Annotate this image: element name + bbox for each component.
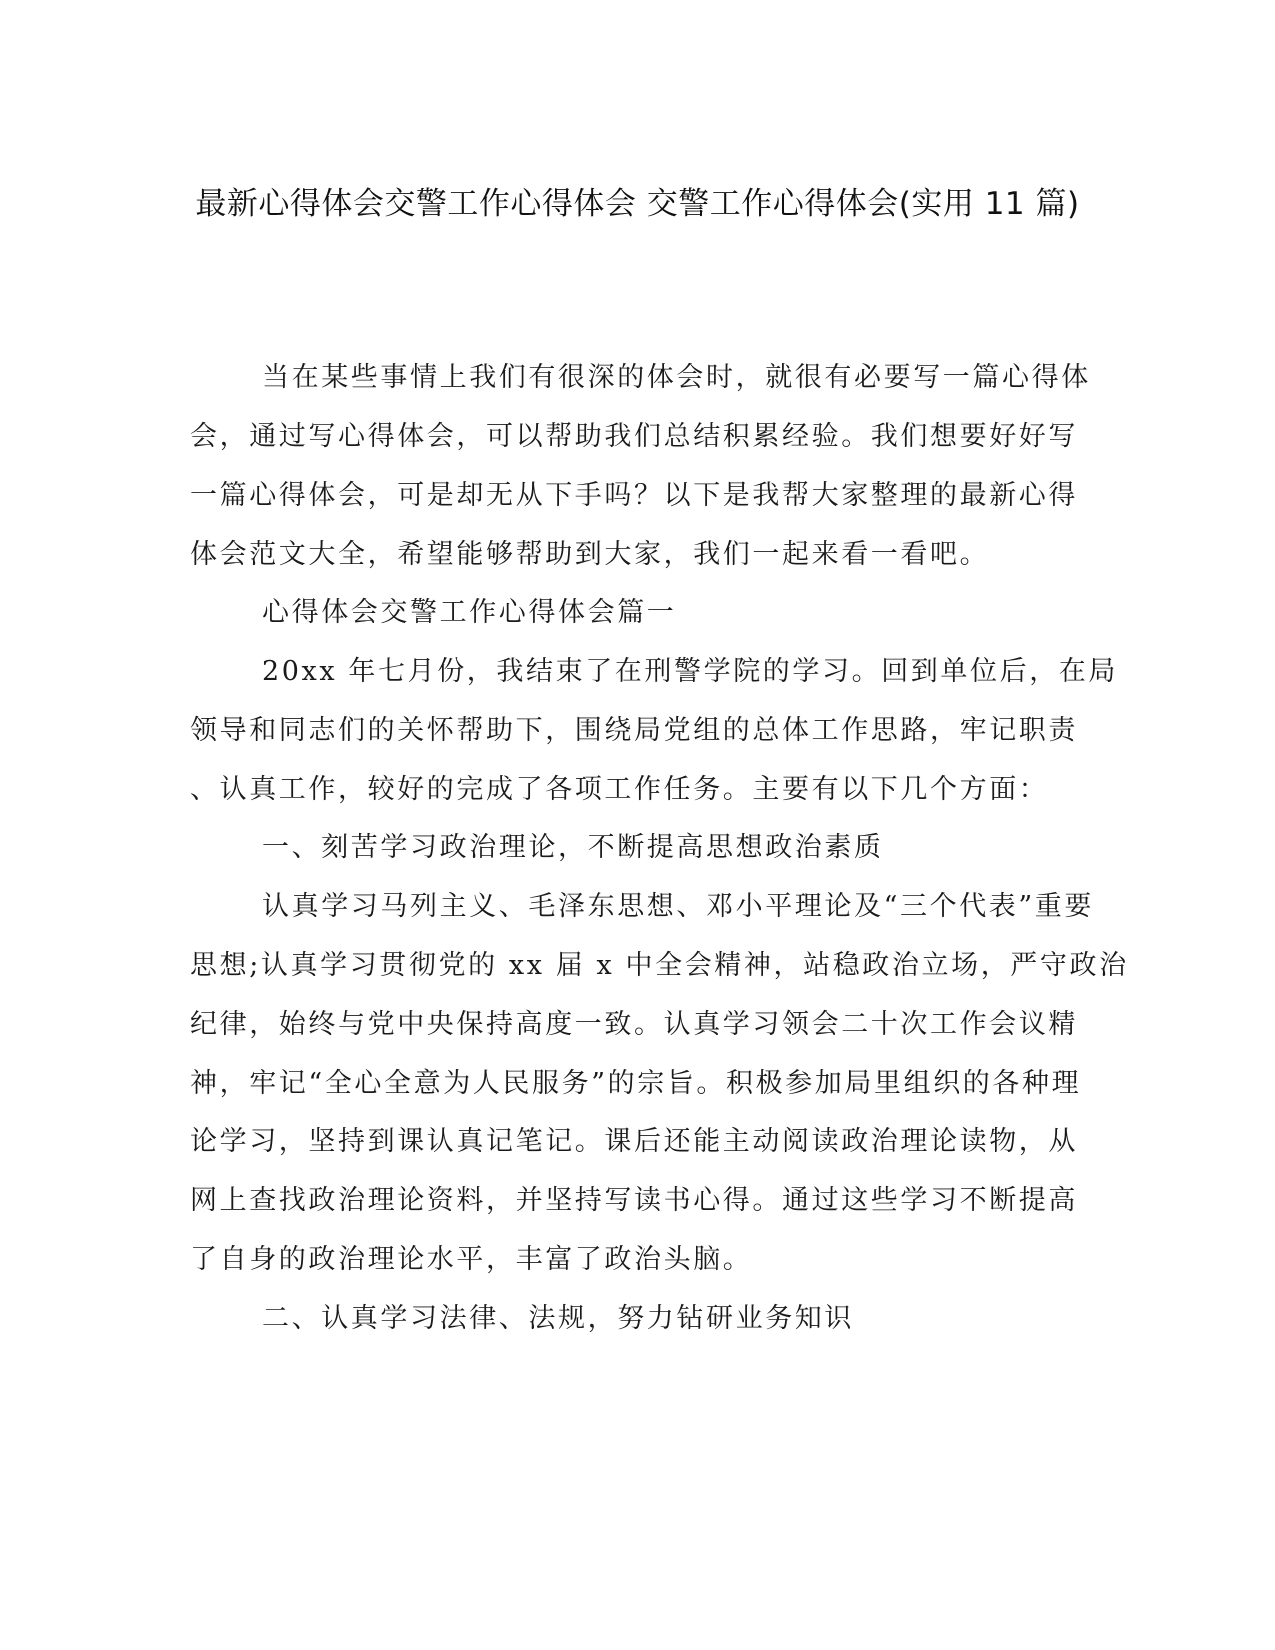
paragraph-line: 了自身的政治理论水平，丰富了政治头脑。 xyxy=(190,1244,753,1275)
subsection-heading: 一、刻苦学习政治理论，不断提高思想政治素质 xyxy=(262,832,884,863)
paragraph-line: 神，牢记“全心全意为人民服务”的宗旨。积极参加局里组织的各种理 xyxy=(190,1068,1082,1099)
paragraph-line: 20xx 年七月份，我结束了在刑警学院的学习。回到单位后，在局 xyxy=(262,656,1118,687)
paragraph-line: 纪律，始终与党中央保持高度一致。认真学习领会二十次工作会议精 xyxy=(190,1009,1078,1040)
paragraph-line: 网上查找政治理论资料，并坚持写读书心得。通过这些学习不断提高 xyxy=(190,1185,1078,1216)
paragraph-line: 认真学习马列主义、毛泽东思想、邓小平理论及“三个代表”重要 xyxy=(262,891,1095,922)
paragraph-line: 体会范文大全，希望能够帮助到大家，我们一起来看一看吧。 xyxy=(190,539,990,570)
document-title: 最新心得体会交警工作心得体会 交警工作心得体会(实用 11 篇) xyxy=(195,186,1080,222)
paragraph-line: 思想;认真学习贯彻党的 xx 届 x 中全会精神，站稳政治立场，严守政治 xyxy=(190,950,1129,981)
paragraph-line: 一篇心得体会，可是却无从下手吗？以下是我帮大家整理的最新心得 xyxy=(190,480,1078,511)
subsection-heading: 二、认真学习法律、法规，努力钻研业务知识 xyxy=(262,1303,854,1334)
section-heading: 心得体会交警工作心得体会篇一 xyxy=(262,597,677,628)
paragraph-line: 当在某些事情上我们有很深的体会时，就很有必要写一篇心得体 xyxy=(262,362,1091,393)
paragraph-line: 、认真工作，较好的完成了各项工作任务。主要有以下几个方面： xyxy=(190,774,1049,805)
paragraph-line: 领导和同志们的关怀帮助下，围绕局党组的总体工作思路，牢记职责 xyxy=(190,715,1078,746)
paragraph-line: 会，通过写心得体会，可以帮助我们总结积累经验。我们想要好好写 xyxy=(190,421,1078,452)
paragraph-line: 论学习，坚持到课认真记笔记。课后还能主动阅读政治理论读物，从 xyxy=(190,1126,1078,1157)
